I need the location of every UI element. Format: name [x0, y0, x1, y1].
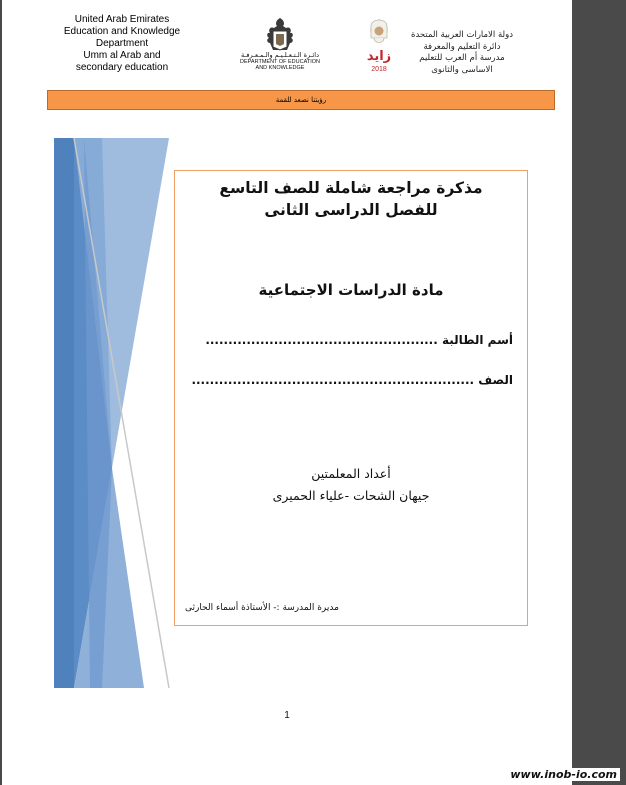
title-line: مذكرة مراجعة شاملة للصف التاسع — [219, 179, 483, 197]
student-name-field — [205, 333, 513, 347]
class-field — [191, 373, 513, 387]
prepared-by-label: أعداد المعلمتين — [311, 466, 391, 481]
document-title — [175, 177, 527, 221]
header-english-line: Education and Knowledge — [63, 26, 181, 37]
subject-heading: مادة الدراسات الاجتماعية — [258, 281, 444, 299]
emblem-caption-line: DEPARTMENT OF EDUCATION — [240, 58, 320, 65]
teachers-names: جيهان الشحات -علياء الحميرى — [272, 488, 430, 503]
decorative-blue-sidebar — [54, 138, 174, 688]
header-english-line: United Arab Emirates — [74, 14, 170, 25]
field-label: أسم الطالبة — [442, 333, 513, 347]
header-arabic-line: مدرسة أم العرب للتعليم — [419, 53, 505, 63]
header-english-block — [52, 14, 192, 74]
falcon-emblem-icon — [240, 14, 320, 84]
site-watermark: www.inob-io.com — [507, 768, 620, 781]
document-page — [2, 0, 572, 785]
cover-frame — [174, 170, 528, 626]
header-arabic-block — [392, 30, 532, 76]
header-english-line: Umm al Arab and — [83, 50, 161, 61]
header-arabic-line: دائرة التعليم والمعرفة — [423, 41, 501, 52]
page-number: 1 — [284, 710, 290, 721]
principal-line: مديرة المدرسة :- الأستاذة أسماء الحارثى — [185, 603, 339, 613]
header-arabic-line: دولة الامارات العربية المتحدة — [410, 30, 514, 40]
zayed-year: 2018 — [371, 66, 387, 73]
header-english-line: secondary education — [75, 62, 169, 73]
header-arabic-line: الاساسى والثانوى — [431, 64, 493, 75]
emblem-caption-line: AND KNOWLEDGE — [255, 65, 305, 71]
zayed-year-logo — [362, 16, 396, 74]
emblem-caption — [230, 52, 330, 72]
prepared-by-block — [175, 463, 527, 507]
vision-banner: رؤيتنا نصعد للقمة — [47, 90, 555, 110]
field-dots: .............................................................. — [191, 373, 475, 387]
field-label: الصف — [478, 373, 513, 387]
field-dots: ................................................... — [205, 333, 438, 347]
emblem-caption-line: دائـرة الـتـعـلـيـم والـمـعـرفـة — [241, 51, 319, 59]
header-english-line: Department — [95, 38, 149, 49]
zayed-logo-text: زايد — [366, 49, 392, 64]
title-line: للفصل الدراسى الثانى — [264, 201, 438, 219]
